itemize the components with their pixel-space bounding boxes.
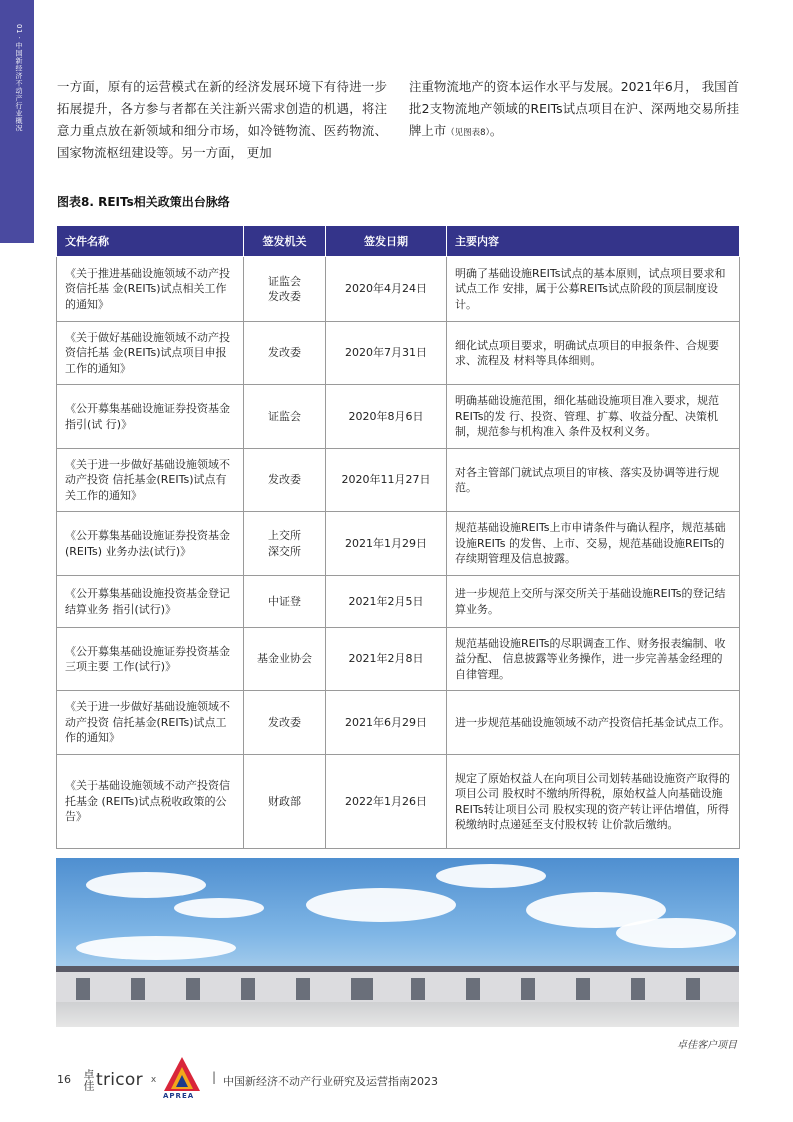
cell-date: 2021年2月5日 [326,576,447,628]
cell-document-name: 《关于推进基础设施领域不动产投资信托基 金(REITs)试点相关工作的通知》 [57,257,244,322]
table-row [57,576,740,628]
warehouse-photo [56,858,739,1027]
loading-door [351,978,373,1000]
cell-date: 2021年2月8日 [326,628,447,691]
loading-door [686,978,700,1000]
cell-date: 2020年7月31日 [326,322,447,385]
loading-door [631,978,645,1000]
cell-issuer: 证监会 发改委 [244,257,326,322]
cell-issuer: 上交所 深交所 [244,512,326,576]
cell-issuer: 发改委 [244,449,326,512]
table-row [57,257,740,322]
loading-door [131,978,145,1000]
cell-document-name: 《公开募集基础设施证券投资基金三项主要 工作(试行)》 [57,628,244,691]
loading-door [411,978,425,1000]
cell-document-name: 《关于进一步做好基础设施领域不动产投资 信托基金(REITs)试点工作的通知》 [57,691,244,755]
loading-door [521,978,535,1000]
photo-caption: 卓佳客户项目 [677,1040,737,1051]
loading-door [466,978,480,1000]
aprea-wordmark: APREA [163,1092,195,1100]
cell-content: 明确了基础设施REITs试点的基本原则，试点项目要求和试点工作 安排，属于公募REITs试点阶段的顶层制度设计。 [447,257,740,322]
header-date: 签发日期 [326,226,447,257]
cell-document-name: 《关于进一步做好基础设施领域不动产投资 信托基金(REITs)试点有关工作的通知》 [57,449,244,512]
intro-right-text: 注重物流地产的资本运作水平与发展。2021年6月， 我国首批2支物流地产领域的REITs试点项目在沪、深两地交易所挂牌上市 [409,79,739,138]
cell-issuer: 发改委 [244,691,326,755]
cell-content: 对各主管部门就试点项目的审核、落实及协调等进行规范。 [447,449,740,512]
cell-content: 规范基础设施REITs的尽职调查工作、财务报表编制、收益分配、 信息披露等业务操作，进一步完善基金经理的自律管理。 [447,628,740,691]
footer-divider: | [212,1070,217,1084]
header-issuer: 签发机关 [244,226,326,257]
cloud [306,888,456,922]
intro-right-end: 。 [489,123,503,138]
cell-date: 2020年4月24日 [326,257,447,322]
cloud [436,864,546,888]
cell-document-name: 《公开募集基础设施投资基金登记结算业务 指引(试行)》 [57,576,244,628]
tricor-wordmark: tricor [96,1070,143,1090]
table-row [57,628,740,691]
cloud [616,918,736,948]
cell-issuer: 基金业协会 [244,628,326,691]
loading-door [186,978,200,1000]
table-row [57,512,740,576]
cell-date: 2020年11月27日 [326,449,447,512]
table-row [57,755,740,849]
table-header-row [57,226,740,257]
cloud [76,936,236,960]
cell-content: 细化试点项目要求，明确试点项目的申报条件、合规要求、流程及 材料等具体细则。 [447,322,740,385]
cell-content: 规定了原始权益人在向项目公司划转基础设施资产取得的项目公司 股权时不缴纳所得税，原始权益人向基础设施REITs转让项目公司 股权实现的资产转让评估增值，所得税缴纳时点递延至支付股权转 让价款后缴纳。 [447,755,740,849]
cell-issuer: 财政部 [244,755,326,849]
cell-date: 2021年1月29日 [326,512,447,576]
cloud [174,898,264,918]
cell-document-name: 《关于做好基础设施领域不动产投资信托基 金(REITs)试点项目申报工作的通知》 [57,322,244,385]
cloud [86,872,206,898]
table-row [57,691,740,755]
policy-table [56,225,740,849]
header-document-name: 文件名称 [57,226,244,257]
intro-paragraph-right [409,76,739,144]
yard-ground [56,1002,739,1027]
loading-door [241,978,255,1000]
cell-document-name: 《公开募集基础设施证券投资基金指引(试 行)》 [57,385,244,449]
intro-paragraph-left: 一方面，原有的运营模式在新的经济发展环境下有待进一步拓展提升，各方参与者都在关注新兴需求创造的机遇，将注意力重点放在新领域和细分市场，如冷链物流、医药物流、国家物流枢纽建设等。另一方面， 更加 [57,79,387,160]
cell-content: 明确基础设施范围，细化基础设施项目准入要求，规范REITs的发 行、投资、管理、扩募、收益分配、决策机制，规范参与机构准入 条件及权利义务。 [447,385,740,449]
cell-issuer: 发改委 [244,322,326,385]
cell-document-name: 《公开募集基础设施证券投资基金(REITs) 业务办法(试行)》 [57,512,244,576]
cell-content: 进一步规范上交所与深交所关于基础设施REITs的登记结算业务。 [447,576,740,628]
chapter-label: 01 · 中国新经济不动产行业概况 [15,24,23,133]
table-row [57,385,740,449]
report-title: 中国新经济不动产行业研究及运营指南2023 [223,1075,438,1088]
table-row [57,322,740,385]
figure-title: 图表8. REITs相关政策出台脉络 [57,195,230,209]
header-content: 主要内容 [447,226,740,257]
page-number: 16 [57,1073,71,1086]
table-row [57,449,740,512]
cell-content: 进一步规范基础设施领域不动产投资信托基金试点工作。 [447,691,740,755]
figure-reference: （见图表8） [446,128,490,138]
cell-date: 2020年8月6日 [326,385,447,449]
cell-date: 2022年1月26日 [326,755,447,849]
cell-issuer: 中证登 [244,576,326,628]
loading-door [296,978,310,1000]
cell-content: 规范基础设施REITs上市申请条件与确认程序，规范基础设施REITs 的发售、上市、交易，规范基础设施REITs的存续期管理及信息披露。 [447,512,740,576]
cell-document-name: 《关于基础设施领域不动产投资信托基金 (REITs)试点税收政策的公告》 [57,755,244,849]
loading-door [576,978,590,1000]
tricor-logo [84,1066,156,1094]
cell-date: 2021年6月29日 [326,691,447,755]
logo-separator-x: x [150,1075,157,1085]
cell-issuer: 证监会 [244,385,326,449]
tricor-chinese-mark: 卓佳 [82,1069,95,1091]
loading-door [76,978,90,1000]
chapter-side-tab [0,0,34,243]
